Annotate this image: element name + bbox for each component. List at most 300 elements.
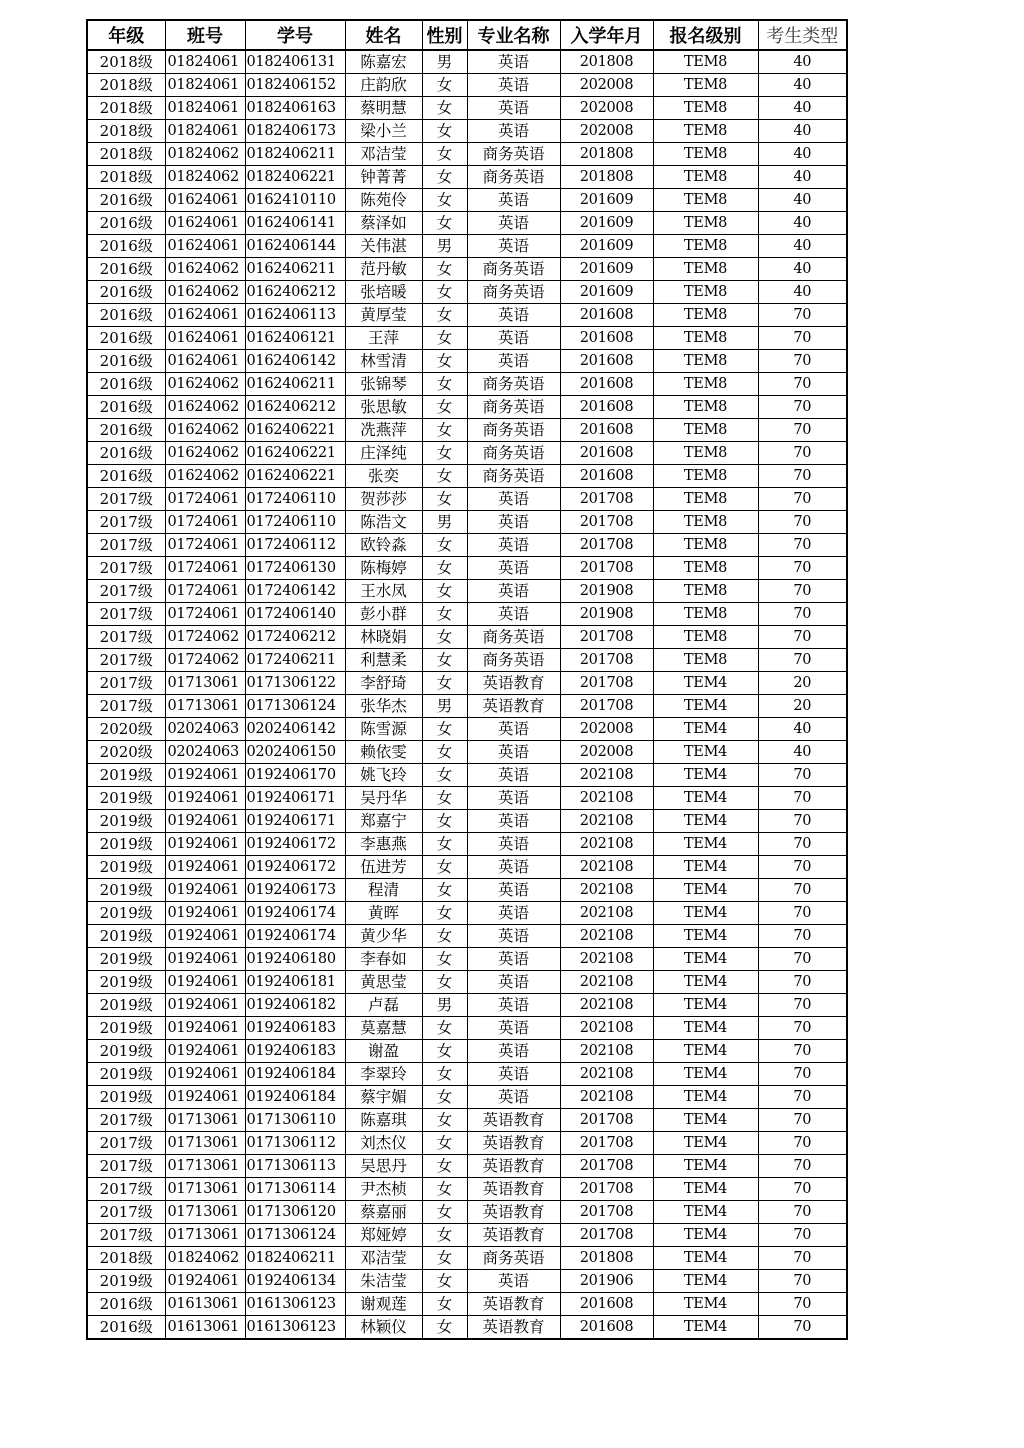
cell-name: 郑娅婷	[345, 1224, 422, 1247]
cell-gender: 女	[422, 741, 467, 764]
cell-class-no: 01624061	[165, 350, 245, 373]
cell-exam-level: TEM8	[653, 189, 758, 212]
cell-gender: 女	[422, 603, 467, 626]
cell-exam-level: TEM4	[653, 1293, 758, 1316]
cell-class-no: 01724061	[165, 534, 245, 557]
cell-major: 商务英语	[467, 1247, 560, 1270]
cell-class-no: 02024063	[165, 741, 245, 764]
cell-major: 英语	[467, 534, 560, 557]
table-row	[87, 787, 847, 810]
cell-grade: 2016级	[87, 281, 165, 304]
cell-gender: 女	[422, 1293, 467, 1316]
cell-class-no: 01713061	[165, 1155, 245, 1178]
student-roster-table	[86, 19, 848, 1340]
cell-student-id: 0182406211	[245, 1247, 345, 1270]
header-exam-level: 报名级别	[653, 20, 758, 50]
cell-enroll-month: 201609	[560, 189, 653, 212]
table-header	[87, 20, 847, 50]
cell-major: 英语	[467, 925, 560, 948]
cell-exam-level: TEM4	[653, 1201, 758, 1224]
cell-name: 陈梅婷	[345, 557, 422, 580]
cell-enroll-month: 202108	[560, 971, 653, 994]
cell-major: 英语	[467, 1017, 560, 1040]
cell-student-id: 0162406121	[245, 327, 345, 350]
cell-class-no: 01724062	[165, 626, 245, 649]
cell-enroll-month: 201808	[560, 50, 653, 74]
cell-class-no: 01924061	[165, 1270, 245, 1293]
cell-name: 钟菁菁	[345, 166, 422, 189]
cell-major: 英语	[467, 787, 560, 810]
cell-major: 商务英语	[467, 649, 560, 672]
cell-class-no: 01724062	[165, 649, 245, 672]
cell-class-no: 01613061	[165, 1293, 245, 1316]
cell-major: 英语	[467, 488, 560, 511]
cell-candidate-type: 70	[758, 1040, 847, 1063]
cell-enroll-month: 201708	[560, 1201, 653, 1224]
cell-student-id: 0182406173	[245, 120, 345, 143]
cell-exam-level: TEM8	[653, 419, 758, 442]
cell-gender: 女	[422, 97, 467, 120]
cell-class-no: 01724061	[165, 488, 245, 511]
cell-candidate-type: 40	[758, 143, 847, 166]
cell-exam-level: TEM4	[653, 672, 758, 695]
cell-name: 陈雪源	[345, 718, 422, 741]
cell-enroll-month: 201708	[560, 534, 653, 557]
cell-class-no: 01724061	[165, 580, 245, 603]
cell-major: 英语教育	[467, 1155, 560, 1178]
cell-exam-level: TEM8	[653, 166, 758, 189]
cell-student-id: 0171306124	[245, 695, 345, 718]
cell-student-id: 0192406170	[245, 764, 345, 787]
table-row	[87, 1063, 847, 1086]
table-row	[87, 50, 847, 74]
cell-major: 英语	[467, 120, 560, 143]
cell-class-no: 01824062	[165, 166, 245, 189]
cell-student-id: 0171306113	[245, 1155, 345, 1178]
cell-enroll-month: 202108	[560, 810, 653, 833]
cell-gender: 女	[422, 649, 467, 672]
cell-name: 邓洁莹	[345, 1247, 422, 1270]
cell-class-no: 01624062	[165, 373, 245, 396]
cell-class-no: 01713061	[165, 672, 245, 695]
cell-student-id: 0192406173	[245, 879, 345, 902]
cell-class-no: 01613061	[165, 1316, 245, 1340]
header-gender: 性别	[422, 20, 467, 50]
cell-grade: 2017级	[87, 488, 165, 511]
table-row	[87, 419, 847, 442]
cell-gender: 女	[422, 304, 467, 327]
table-row	[87, 741, 847, 764]
cell-class-no: 01924061	[165, 856, 245, 879]
cell-enroll-month: 202008	[560, 97, 653, 120]
cell-grade: 2019级	[87, 879, 165, 902]
cell-grade: 2019级	[87, 833, 165, 856]
cell-name: 林颖仪	[345, 1316, 422, 1340]
cell-major: 英语	[467, 557, 560, 580]
header-student-id: 学号	[245, 20, 345, 50]
cell-gender: 女	[422, 396, 467, 419]
cell-gender: 女	[422, 281, 467, 304]
cell-candidate-type: 70	[758, 856, 847, 879]
cell-gender: 女	[422, 534, 467, 557]
cell-enroll-month: 201608	[560, 465, 653, 488]
table-row	[87, 833, 847, 856]
cell-class-no: 01824062	[165, 1247, 245, 1270]
cell-enroll-month: 201608	[560, 1316, 653, 1340]
cell-major: 英语	[467, 902, 560, 925]
cell-class-no: 01824061	[165, 74, 245, 97]
cell-gender: 女	[422, 810, 467, 833]
cell-candidate-type: 40	[758, 50, 847, 74]
cell-major: 英语教育	[467, 1109, 560, 1132]
cell-name: 梁小兰	[345, 120, 422, 143]
cell-gender: 女	[422, 1017, 467, 1040]
table-row	[87, 1109, 847, 1132]
cell-student-id: 0192406171	[245, 787, 345, 810]
cell-class-no: 01713061	[165, 1132, 245, 1155]
cell-grade: 2017级	[87, 695, 165, 718]
cell-name: 郑嘉宁	[345, 810, 422, 833]
cell-enroll-month: 201708	[560, 672, 653, 695]
cell-class-no: 01924061	[165, 879, 245, 902]
cell-student-id: 0162406211	[245, 258, 345, 281]
cell-enroll-month: 201608	[560, 419, 653, 442]
header-enroll-month: 入学年月	[560, 20, 653, 50]
cell-student-id: 0192406184	[245, 1063, 345, 1086]
cell-enroll-month: 201708	[560, 557, 653, 580]
cell-candidate-type: 70	[758, 1132, 847, 1155]
cell-class-no: 01824061	[165, 97, 245, 120]
cell-grade: 2019级	[87, 1086, 165, 1109]
cell-name: 程清	[345, 879, 422, 902]
cell-exam-level: TEM4	[653, 879, 758, 902]
cell-exam-level: TEM8	[653, 74, 758, 97]
table-row	[87, 350, 847, 373]
cell-major: 英语	[467, 1086, 560, 1109]
cell-grade: 2016级	[87, 419, 165, 442]
cell-candidate-type: 40	[758, 718, 847, 741]
cell-gender: 男	[422, 50, 467, 74]
cell-exam-level: TEM4	[653, 833, 758, 856]
cell-candidate-type: 70	[758, 580, 847, 603]
cell-candidate-type: 40	[758, 235, 847, 258]
cell-exam-level: TEM4	[653, 1063, 758, 1086]
cell-name: 利慧柔	[345, 649, 422, 672]
cell-major: 英语	[467, 1270, 560, 1293]
cell-exam-level: TEM4	[653, 1270, 758, 1293]
cell-major: 英语	[467, 1063, 560, 1086]
cell-major: 商务英语	[467, 396, 560, 419]
cell-student-id: 0162406221	[245, 442, 345, 465]
cell-name: 朱洁莹	[345, 1270, 422, 1293]
cell-name: 刘杰仪	[345, 1132, 422, 1155]
cell-gender: 女	[422, 971, 467, 994]
cell-grade: 2016级	[87, 373, 165, 396]
cell-enroll-month: 201609	[560, 258, 653, 281]
cell-name: 王萍	[345, 327, 422, 350]
cell-student-id: 0171306120	[245, 1201, 345, 1224]
cell-student-id: 0162406221	[245, 465, 345, 488]
cell-enroll-month: 201908	[560, 603, 653, 626]
cell-exam-level: TEM4	[653, 787, 758, 810]
table-row	[87, 235, 847, 258]
cell-major: 英语	[467, 718, 560, 741]
cell-grade: 2019级	[87, 925, 165, 948]
table-row	[87, 557, 847, 580]
cell-enroll-month: 201708	[560, 488, 653, 511]
cell-major: 英语	[467, 350, 560, 373]
cell-name: 赖依雯	[345, 741, 422, 764]
cell-grade: 2019级	[87, 948, 165, 971]
cell-gender: 女	[422, 787, 467, 810]
cell-enroll-month: 202108	[560, 833, 653, 856]
header-row	[87, 20, 847, 50]
cell-exam-level: TEM4	[653, 718, 758, 741]
cell-major: 英语	[467, 327, 560, 350]
cell-student-id: 0192406174	[245, 902, 345, 925]
cell-enroll-month: 201708	[560, 626, 653, 649]
cell-enroll-month: 201608	[560, 327, 653, 350]
cell-student-id: 0171306122	[245, 672, 345, 695]
cell-major: 商务英语	[467, 258, 560, 281]
cell-major: 英语	[467, 948, 560, 971]
cell-major: 商务英语	[467, 419, 560, 442]
cell-gender: 女	[422, 419, 467, 442]
table-row	[87, 626, 847, 649]
cell-enroll-month: 202008	[560, 74, 653, 97]
cell-candidate-type: 70	[758, 534, 847, 557]
cell-major: 英语	[467, 810, 560, 833]
cell-exam-level: TEM8	[653, 580, 758, 603]
cell-major: 英语	[467, 741, 560, 764]
cell-candidate-type: 40	[758, 97, 847, 120]
cell-exam-level: TEM8	[653, 603, 758, 626]
cell-exam-level: TEM8	[653, 50, 758, 74]
cell-grade: 2017级	[87, 649, 165, 672]
cell-grade: 2016级	[87, 304, 165, 327]
cell-gender: 女	[422, 833, 467, 856]
cell-name: 尹杰桢	[345, 1178, 422, 1201]
cell-major: 商务英语	[467, 166, 560, 189]
cell-class-no: 01713061	[165, 1224, 245, 1247]
cell-class-no: 01924061	[165, 764, 245, 787]
cell-exam-level: TEM4	[653, 1316, 758, 1340]
cell-student-id: 0182406152	[245, 74, 345, 97]
cell-candidate-type: 70	[758, 626, 847, 649]
cell-name: 彭小群	[345, 603, 422, 626]
cell-gender: 女	[422, 856, 467, 879]
cell-class-no: 01924061	[165, 994, 245, 1017]
cell-exam-level: TEM4	[653, 994, 758, 1017]
cell-gender: 女	[422, 120, 467, 143]
cell-class-no: 01624061	[165, 304, 245, 327]
cell-candidate-type: 70	[758, 488, 847, 511]
cell-name: 李惠燕	[345, 833, 422, 856]
cell-major: 英语教育	[467, 1293, 560, 1316]
table-row	[87, 1155, 847, 1178]
cell-name: 张奕	[345, 465, 422, 488]
cell-grade: 2017级	[87, 1224, 165, 1247]
cell-grade: 2016级	[87, 235, 165, 258]
table-row	[87, 902, 847, 925]
cell-gender: 女	[422, 465, 467, 488]
cell-student-id: 0162406221	[245, 419, 345, 442]
cell-gender: 女	[422, 1155, 467, 1178]
cell-enroll-month: 202008	[560, 120, 653, 143]
cell-name: 张华杰	[345, 695, 422, 718]
cell-student-id: 0172406130	[245, 557, 345, 580]
table-row	[87, 603, 847, 626]
cell-grade: 2016级	[87, 327, 165, 350]
cell-class-no: 01624061	[165, 235, 245, 258]
cell-candidate-type: 70	[758, 764, 847, 787]
cell-gender: 女	[422, 1247, 467, 1270]
table-row	[87, 189, 847, 212]
cell-class-no: 01713061	[165, 695, 245, 718]
cell-grade: 2018级	[87, 143, 165, 166]
cell-candidate-type: 70	[758, 1201, 847, 1224]
table-row	[87, 488, 847, 511]
cell-gender: 女	[422, 718, 467, 741]
cell-major: 英语教育	[467, 672, 560, 695]
table-row	[87, 810, 847, 833]
table-row	[87, 465, 847, 488]
cell-class-no: 01924061	[165, 833, 245, 856]
cell-enroll-month: 202008	[560, 741, 653, 764]
cell-name: 谢盈	[345, 1040, 422, 1063]
cell-name: 姚飞玲	[345, 764, 422, 787]
cell-gender: 女	[422, 557, 467, 580]
cell-candidate-type: 70	[758, 810, 847, 833]
table-row	[87, 1247, 847, 1270]
table-row	[87, 718, 847, 741]
cell-exam-level: TEM8	[653, 442, 758, 465]
cell-gender: 女	[422, 166, 467, 189]
cell-major: 英语	[467, 212, 560, 235]
cell-name: 张培暖	[345, 281, 422, 304]
cell-gender: 女	[422, 902, 467, 925]
cell-enroll-month: 201609	[560, 281, 653, 304]
cell-gender: 女	[422, 1109, 467, 1132]
cell-grade: 2018级	[87, 97, 165, 120]
table-row	[87, 1316, 847, 1340]
cell-candidate-type: 70	[758, 787, 847, 810]
cell-candidate-type: 70	[758, 1247, 847, 1270]
cell-enroll-month: 201708	[560, 695, 653, 718]
cell-student-id: 0192406183	[245, 1040, 345, 1063]
table-row	[87, 258, 847, 281]
table-row	[87, 1224, 847, 1247]
cell-candidate-type: 20	[758, 695, 847, 718]
cell-major: 英语	[467, 74, 560, 97]
cell-enroll-month: 202108	[560, 1040, 653, 1063]
cell-student-id: 0192406171	[245, 810, 345, 833]
cell-grade: 2019级	[87, 902, 165, 925]
cell-grade: 2017级	[87, 1155, 165, 1178]
cell-exam-level: TEM4	[653, 810, 758, 833]
cell-name: 李春如	[345, 948, 422, 971]
table-row	[87, 442, 847, 465]
cell-candidate-type: 70	[758, 603, 847, 626]
cell-grade: 2017级	[87, 1178, 165, 1201]
table-row	[87, 74, 847, 97]
cell-grade: 2016级	[87, 1293, 165, 1316]
cell-major: 英语	[467, 511, 560, 534]
cell-gender: 男	[422, 511, 467, 534]
cell-exam-level: TEM8	[653, 120, 758, 143]
cell-grade: 2018级	[87, 120, 165, 143]
cell-name: 黄厚莹	[345, 304, 422, 327]
cell-student-id: 0182406131	[245, 50, 345, 74]
cell-exam-level: TEM4	[653, 1155, 758, 1178]
cell-candidate-type: 70	[758, 350, 847, 373]
cell-enroll-month: 201708	[560, 511, 653, 534]
cell-student-id: 0192406184	[245, 1086, 345, 1109]
cell-student-id: 0171306114	[245, 1178, 345, 1201]
header-major: 专业名称	[467, 20, 560, 50]
cell-enroll-month: 202108	[560, 902, 653, 925]
cell-grade: 2017级	[87, 580, 165, 603]
cell-gender: 女	[422, 1178, 467, 1201]
cell-grade: 2016级	[87, 189, 165, 212]
cell-name: 黄少华	[345, 925, 422, 948]
header-grade: 年级	[87, 20, 165, 50]
cell-grade: 2019级	[87, 856, 165, 879]
table-row	[87, 534, 847, 557]
cell-major: 商务英语	[467, 373, 560, 396]
cell-major: 英语教育	[467, 1224, 560, 1247]
cell-exam-level: TEM8	[653, 511, 758, 534]
cell-student-id: 0162406212	[245, 281, 345, 304]
cell-exam-level: TEM4	[653, 1017, 758, 1040]
cell-gender: 女	[422, 1270, 467, 1293]
cell-grade: 2019级	[87, 787, 165, 810]
cell-enroll-month: 201608	[560, 396, 653, 419]
cell-grade: 2018级	[87, 1247, 165, 1270]
cell-enroll-month: 202108	[560, 856, 653, 879]
cell-name: 蔡嘉丽	[345, 1201, 422, 1224]
cell-gender: 女	[422, 672, 467, 695]
header-name: 姓名	[345, 20, 422, 50]
cell-grade: 2016级	[87, 442, 165, 465]
cell-candidate-type: 40	[758, 281, 847, 304]
cell-student-id: 0182406163	[245, 97, 345, 120]
cell-candidate-type: 40	[758, 189, 847, 212]
cell-candidate-type: 70	[758, 1270, 847, 1293]
table-row	[87, 925, 847, 948]
cell-student-id: 0182406221	[245, 166, 345, 189]
cell-class-no: 01824062	[165, 143, 245, 166]
cell-name: 邓洁莹	[345, 143, 422, 166]
cell-enroll-month: 201708	[560, 1155, 653, 1178]
cell-exam-level: TEM4	[653, 1178, 758, 1201]
cell-candidate-type: 70	[758, 1109, 847, 1132]
cell-name: 黄晖	[345, 902, 422, 925]
cell-grade: 2020级	[87, 741, 165, 764]
table-row	[87, 327, 847, 350]
cell-grade: 2019级	[87, 1017, 165, 1040]
cell-gender: 女	[422, 879, 467, 902]
cell-major: 英语	[467, 1040, 560, 1063]
cell-major: 英语	[467, 971, 560, 994]
cell-student-id: 0161306123	[245, 1293, 345, 1316]
cell-name: 张思敏	[345, 396, 422, 419]
cell-gender: 女	[422, 580, 467, 603]
table-row	[87, 1040, 847, 1063]
table-row	[87, 1293, 847, 1316]
table-row	[87, 649, 847, 672]
table-row	[87, 764, 847, 787]
